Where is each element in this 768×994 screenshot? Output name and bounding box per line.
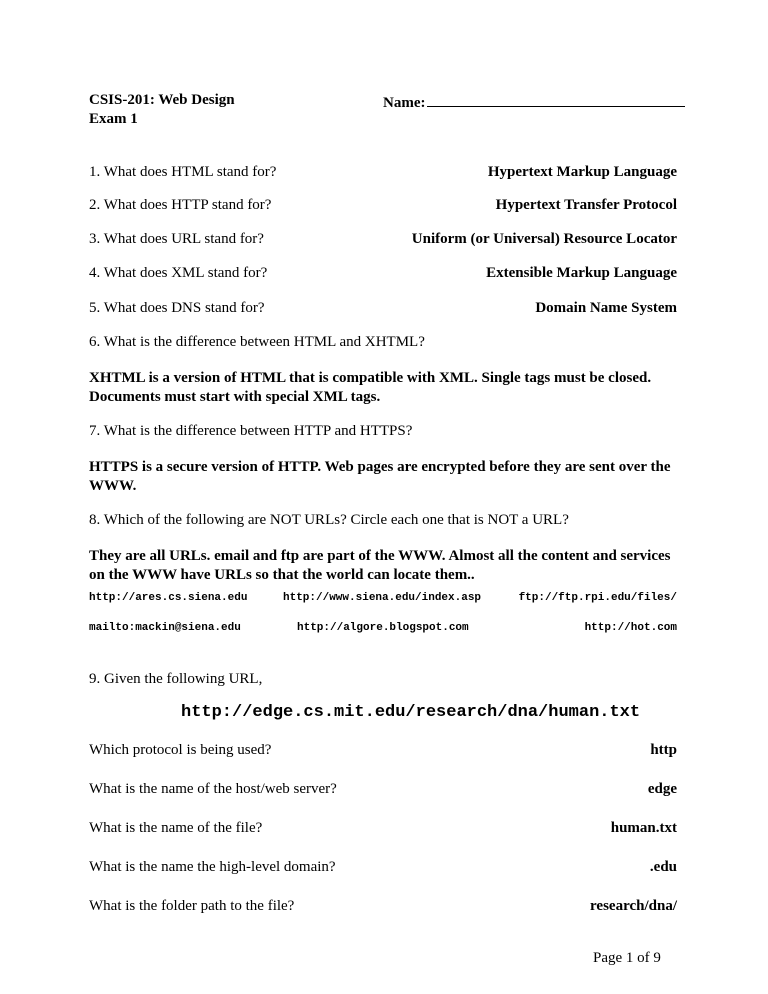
page-number: Page 1 of 9 [593,950,661,966]
url-option: ftp://ftp.rpi.edu/files/ [518,592,677,604]
question-7: 7. What is the difference between HTTP and HTTPS? [89,423,413,439]
answer-3: Uniform (or Universal) Resource Locator [411,231,677,247]
url-option: mailto:mackin@siena.edu [89,622,241,634]
name-underline [427,92,685,107]
question-6: 6. What is the difference between HTML and XHTML? [89,334,425,350]
answer-2: Hypertext Transfer Protocol [495,197,677,213]
question-9-part: What is the name the high-level domain? [89,859,336,875]
answer-1: Hypertext Markup Language [487,164,677,180]
answer-9-part: research/dna/ [590,898,677,914]
answer-6: XHTML is a version of HTML that is compatible with XML. Single tags must be closed. Documents must start with special XML tags. [89,370,652,405]
url-option: http://hot.com [584,622,677,634]
url-option: http://algore.blogspot.com [297,622,469,634]
question-4: 4. What does XML stand for? [89,265,268,281]
question-8: 8. Which of the following are NOT URLs? Circle each one that is NOT a URL? [89,512,569,528]
question-5: 5. What does DNS stand for? [89,300,265,316]
url-option: http://ares.cs.siena.edu [89,592,248,604]
course-title: CSIS-201: Web Design [89,92,235,108]
answer-5: Domain Name System [535,300,677,316]
answer-8: They are all URLs. email and ftp are part of the WWW. Almost all the content and services on the WWW have URLs so that the world can locate them.. [89,548,671,583]
question-2: 2. What does HTTP stand for? [89,197,272,213]
question-9-part: What is the name of the file? [89,820,263,836]
question-9-part: What is the folder path to the file? [89,898,295,914]
url-option: http://www.siena.edu/index.asp [283,592,482,604]
name-label: Name: [383,95,426,111]
answer-9-part: human.txt [610,820,677,836]
answer-7: HTTPS is a secure version of HTTP. Web pages are encrypted before they are sent over the WWW. [89,459,671,494]
question-3: 3. What does URL stand for? [89,231,264,247]
question-9-part: What is the name of the host/web server? [89,781,337,797]
answer-9-part: http [650,742,677,758]
question-1: 1. What does HTML stand for? [89,164,277,180]
question-9-part: Which protocol is being used? [89,742,272,758]
answer-9-part: .edu [649,859,677,875]
given-url: http://edge.cs.mit.edu/research/dna/human.txt [181,703,641,722]
exam-title: Exam 1 [89,111,138,127]
question-9: 9. Given the following URL, [89,671,263,687]
answer-4: Extensible Markup Language [486,265,677,281]
answer-9-part: edge [647,781,677,797]
name-field [383,92,685,112]
